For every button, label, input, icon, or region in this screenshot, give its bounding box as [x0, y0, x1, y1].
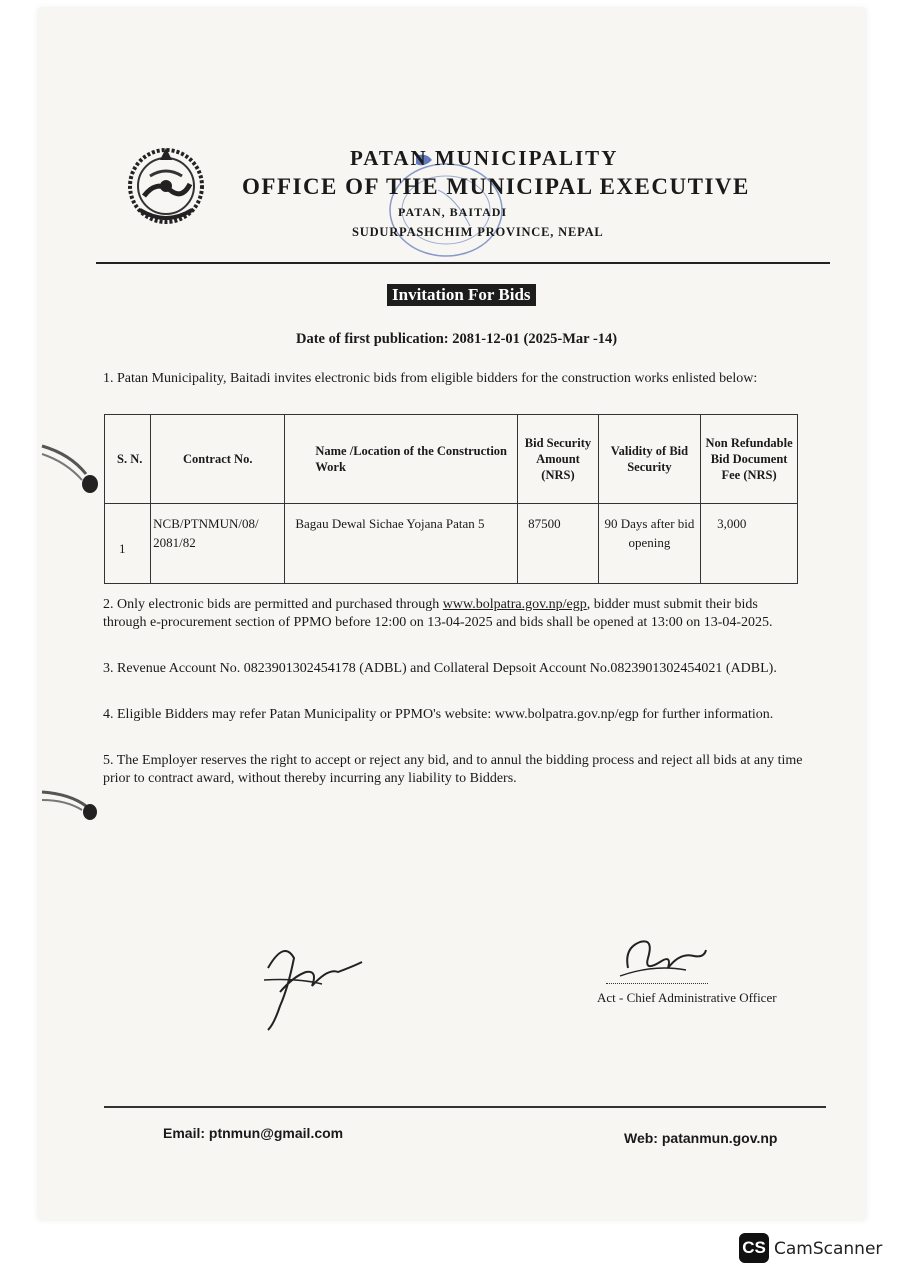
header-divider [96, 262, 830, 264]
paragraph-2 [103, 596, 803, 632]
signature-line [606, 983, 708, 984]
header-work-name: Name /Location of the Construction Work [285, 415, 518, 504]
paragraph-3: 3. Revenue Account No. 0823901302454178 (ADBL) and Collateral Depsoit Account No.0823901302454021 (ADBL). [103, 661, 777, 676]
binder-clip-icon [40, 786, 110, 846]
footer-divider [104, 1106, 826, 1108]
bolpatra-link[interactable]: www.bolpatra.gov.np/egp [442, 597, 587, 612]
table-row [105, 504, 798, 584]
document-heading: Invitation For Bids [387, 284, 536, 306]
nepal-emblem-icon [120, 140, 212, 232]
camscanner-logo-icon: CS [739, 1233, 769, 1263]
office-location: PATAN, BAITADI [398, 205, 508, 219]
cell-bid-security: 87500 [518, 504, 599, 584]
office-name: OFFICE OF THE MUNICIPAL EXECUTIVE [242, 174, 750, 199]
header-sn: S. N. [105, 415, 151, 504]
paragraph-5: 5. The Employer reserves the right to accept or reject any bid, and to annul the bidding process and reject all bids at any time prior to contract award, without thereby incurring any liability to Bidders. [103, 753, 803, 786]
camscanner-watermark: CamScanner [774, 1239, 883, 1259]
header-bid-security: Bid Security Amount (NRS) [518, 415, 599, 504]
right-signature [614, 928, 710, 984]
paragraph-2-text-a: 2. Only electronic bids are permitted and purchased through [103, 597, 443, 612]
cell-document-fee: 3,000 [701, 504, 798, 584]
paragraph-1: 1. Patan Municipality, Baitadi invites electronic bids from eligible bidders for the construction works enlisted below: [103, 371, 758, 386]
footer-web: Web: patanmun.gov.np [624, 1130, 778, 1146]
publication-date: Date of first publication: 2081-12-01 (2025-Mar -14) [296, 331, 618, 347]
office-province: SUDURPASHCHIM PROVINCE, NEPAL [352, 225, 604, 239]
cell-work-name: Bagau Dewal Sichae Yojana Patan 5 [285, 504, 518, 584]
footer-email: Email: ptnmun@gmail.com [163, 1125, 344, 1141]
municipality-name: PATAN MUNICIPALITY [350, 146, 619, 170]
cell-validity: 90 Days after bid opening [598, 504, 700, 584]
binder-clip-icon [40, 440, 110, 500]
cell-sn: 1 [105, 504, 151, 584]
paragraph-4: 4. Eligible Bidders may refer Patan Municipality or PPMO's website: www.bolpatra.gov.np/egp for further information. [103, 707, 774, 722]
bids-table [104, 414, 798, 584]
header-document-fee: Non Refundable Bid Document Fee (NRS) [701, 415, 798, 504]
header-contract-no: Contract No. [151, 415, 285, 504]
cell-contract-no: NCB/PTNMUN/08/ 2081/82 [151, 504, 285, 584]
signatory-designation: Act - Chief Administrative Officer [597, 990, 777, 1005]
header-validity: Validity of Bid Security [598, 415, 700, 504]
table-header-row [105, 415, 798, 504]
left-signature [258, 932, 368, 1036]
paragraph-2-text-b: , bidder must submit their bids through e-procurement section of PPMO before 12:00 on 13-04-2025 and bids shall be opened at 13:00 on 13-04-2025. [103, 597, 773, 630]
